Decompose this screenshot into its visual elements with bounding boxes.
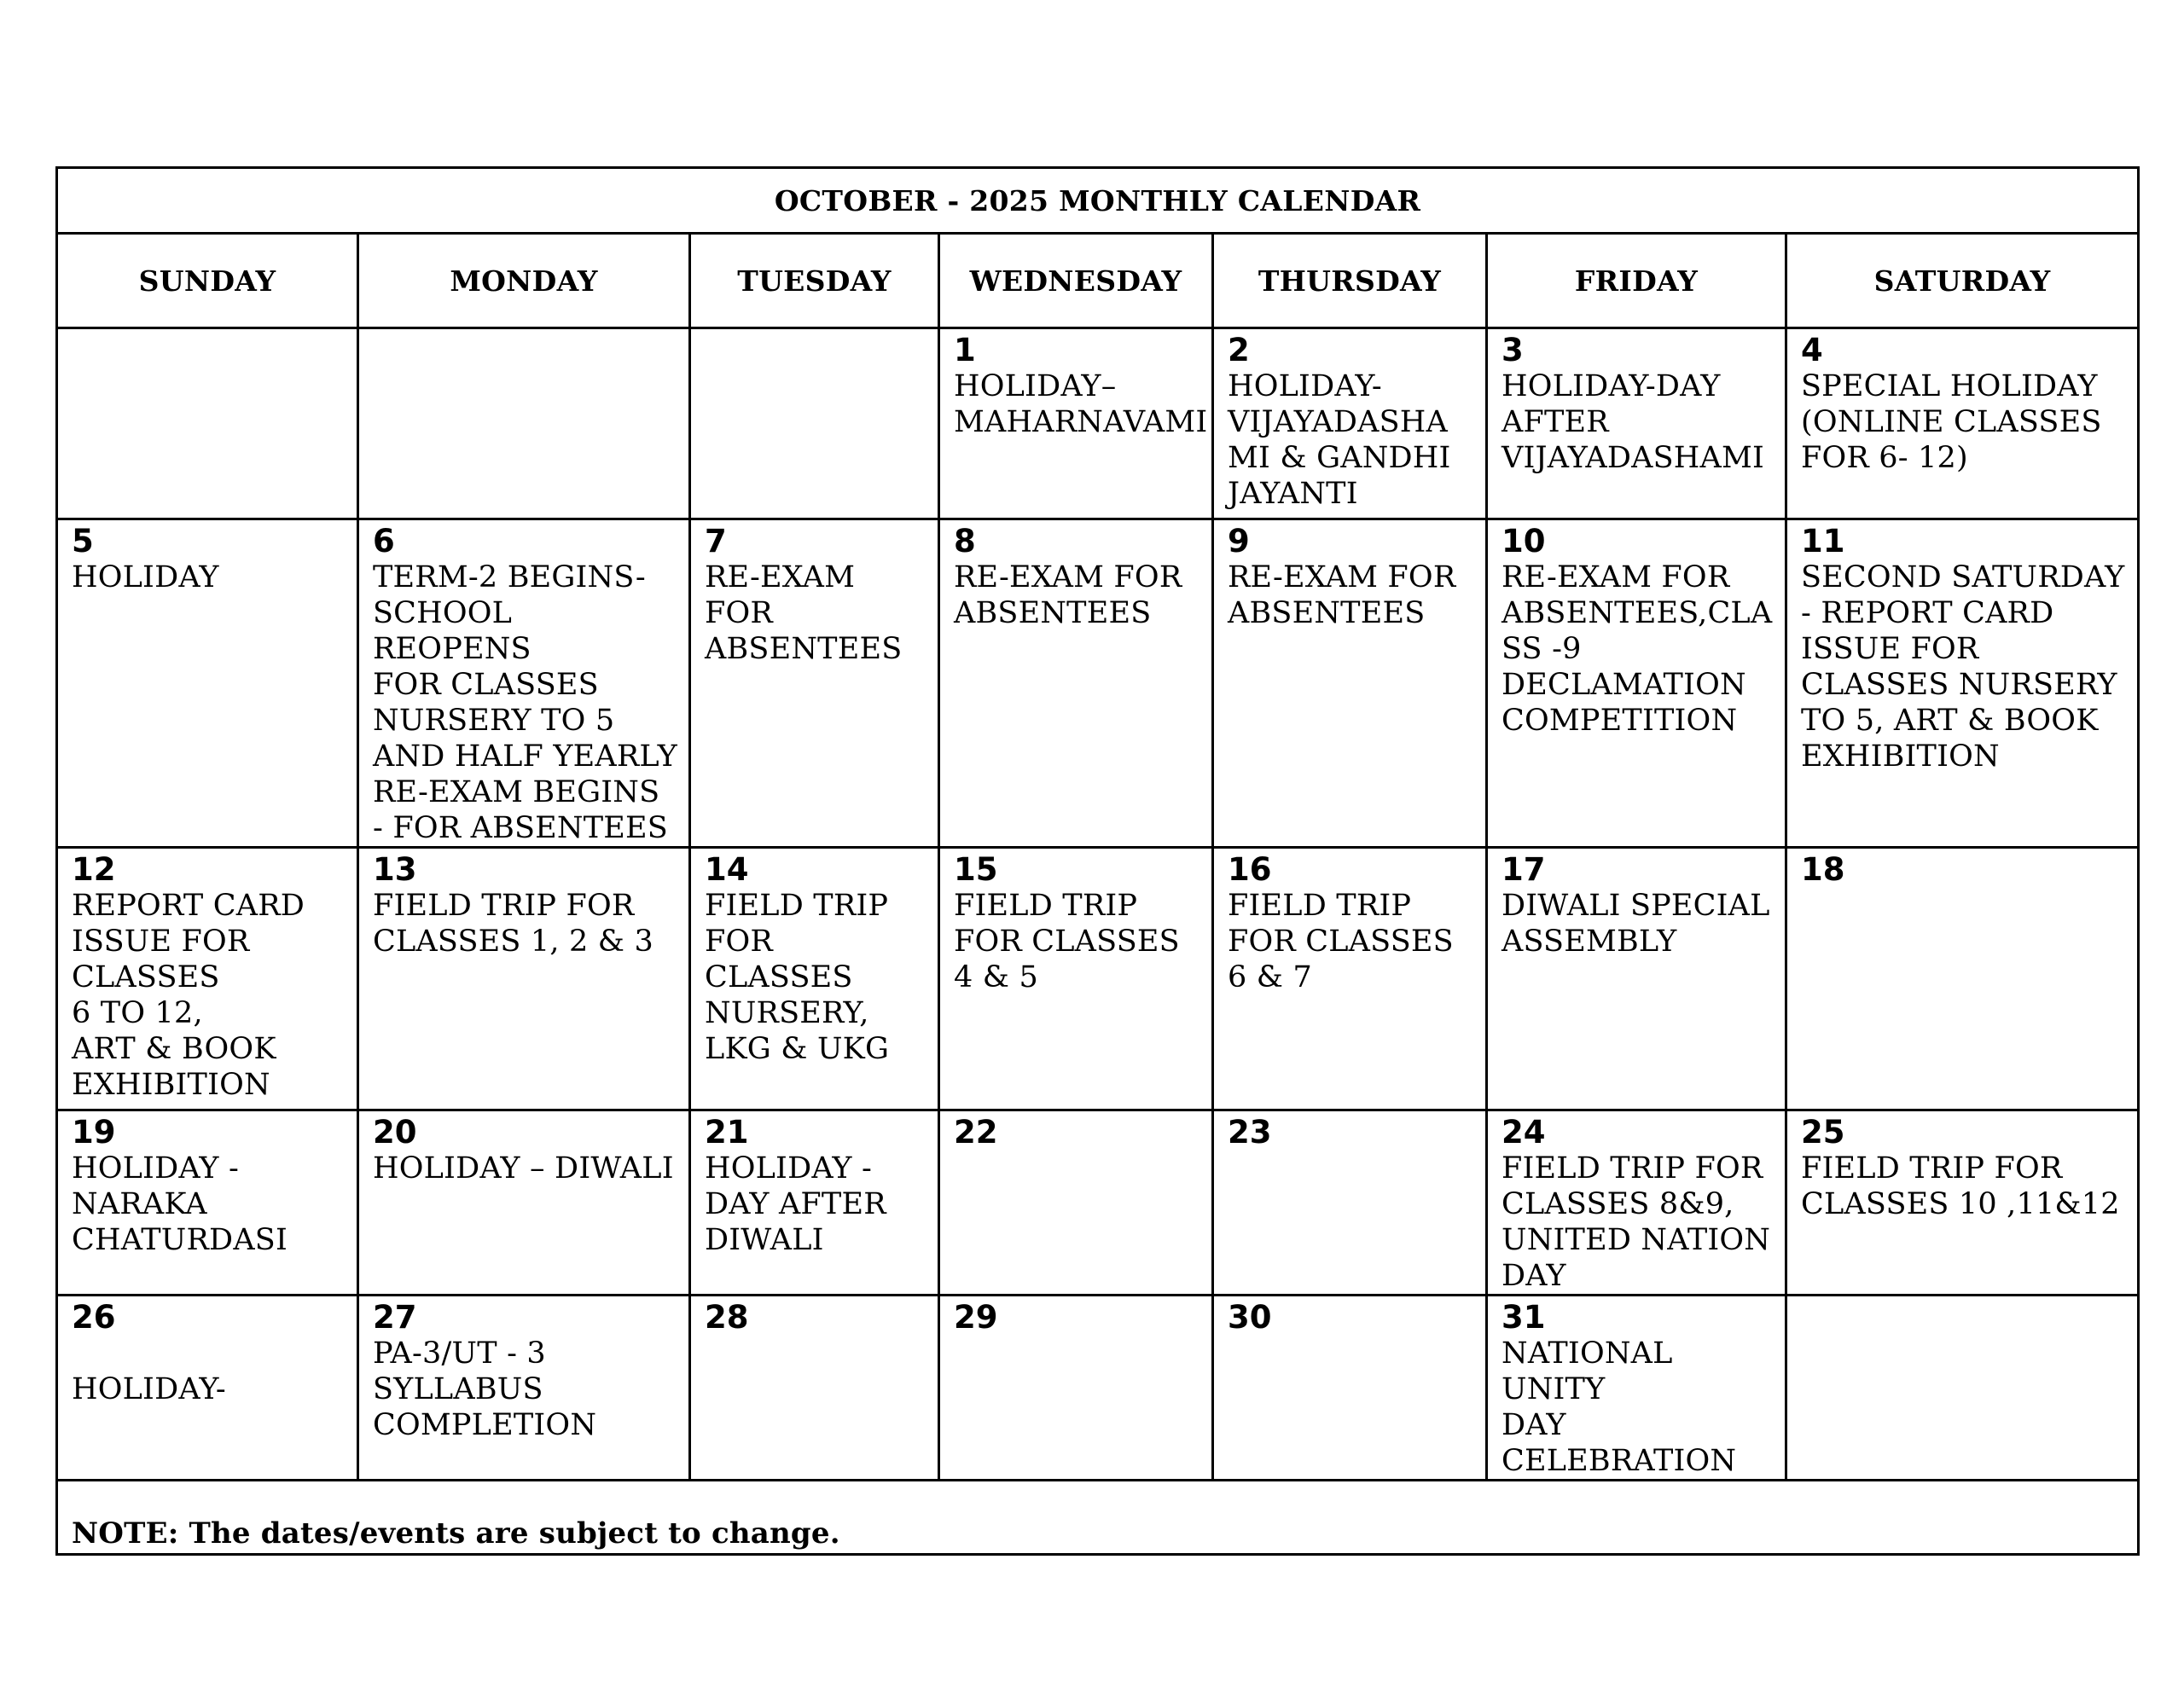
event-text: RE-EXAM FOR ABSENTEES (705, 560, 903, 666)
event-text: HOLIDAY – DIWALI (373, 1151, 674, 1186)
event-text: DIWALI SPECIAL ASSEMBLY (1502, 889, 1770, 959)
weekday-saturday: SATURDAY (1786, 234, 2139, 328)
day-cell-22 (939, 1110, 1213, 1296)
date-number: 26 (72, 1299, 116, 1336)
date-number: 2 (1228, 332, 1250, 368)
day-cell-4 (1786, 328, 2139, 519)
date-number: 25 (1801, 1114, 1845, 1151)
date-number: 21 (705, 1114, 749, 1151)
date-number: 20 (373, 1114, 417, 1151)
day-cell-24 (1487, 1110, 1786, 1296)
date-number: 30 (1228, 1299, 1272, 1336)
event-text: HOLIDAY - NARAKA CHATURDASI (72, 1151, 288, 1257)
date-number: 7 (705, 523, 727, 559)
event-text: FIELD TRIP FOR CLASSES 8&9, UNITED NATION DAY (1502, 1151, 1771, 1293)
day-cell-9 (1213, 519, 1487, 848)
event-text: REPORT CARD ISSUE FOR CLASSES 6 TO 12, ART & BOOK EXHIBITION (72, 889, 305, 1102)
calendar-title: OCTOBER - 2025 MONTHLY CALENDAR (57, 168, 2139, 234)
weekday-friday: FRIDAY (1487, 234, 1786, 328)
week-row-3 (57, 848, 2139, 1110)
date-number: 3 (1502, 332, 1524, 368)
event-text: HOLIDAY- VIJAYADASHA MI & GANDHI JAYANTI (1228, 369, 1451, 511)
date-number: 13 (373, 851, 417, 888)
day-cell-17 (1487, 848, 1786, 1110)
day-cell-3 (1487, 328, 1786, 519)
event-text: SPECIAL HOLIDAY (ONLINE CLASSES FOR 6- 12) (1801, 369, 2102, 475)
day-cell-26 (57, 1296, 358, 1481)
monthly-calendar-table (55, 166, 2140, 1556)
event-text: FIELD TRIP FOR CLASSES NURSERY, LKG & UKG (705, 889, 890, 1066)
date-number: 23 (1228, 1114, 1272, 1151)
event-text: RE-EXAM FOR ABSENTEES (1228, 560, 1456, 630)
day-cell-28 (690, 1296, 939, 1481)
empty-day-cell (57, 328, 358, 519)
event-text: HOLIDAY (72, 560, 219, 594)
event-text: HOLIDAY - DAY AFTER DIWALI (705, 1151, 886, 1257)
date-number: 31 (1502, 1299, 1546, 1336)
date-number: 5 (72, 523, 94, 559)
day-cell-25 (1786, 1110, 2139, 1296)
event-text: FIELD TRIP FOR CLASSES 6 & 7 (1228, 889, 1454, 994)
day-cell-31 (1487, 1296, 1786, 1481)
date-number: 6 (373, 523, 395, 559)
weekday-sunday: SUNDAY (57, 234, 358, 328)
day-cell-2 (1213, 328, 1487, 519)
date-number: 1 (954, 332, 976, 368)
day-cell-12 (57, 848, 358, 1110)
event-text: HOLIDAY– MAHARNAVAMI (954, 369, 1208, 439)
date-number: 16 (1228, 851, 1272, 888)
week-row-4 (57, 1110, 2139, 1296)
date-number: 29 (954, 1299, 998, 1336)
day-cell-14 (690, 848, 939, 1110)
day-cell-23 (1213, 1110, 1487, 1296)
weekday-tuesday: TUESDAY (690, 234, 939, 328)
weekday-thursday: THURSDAY (1213, 234, 1487, 328)
day-cell-29 (939, 1296, 1213, 1481)
date-number: 10 (1502, 523, 1546, 559)
event-text: NATIONAL UNITY DAY CELEBRATION (1502, 1336, 1737, 1478)
day-cell-5 (57, 519, 358, 848)
date-number: 15 (954, 851, 998, 888)
event-text: SECOND SATURDAY - REPORT CARD ISSUE FOR CLASSES NURSERY TO 5, ART & BOOK EXHIBITION (1801, 560, 2125, 774)
date-number: 22 (954, 1114, 998, 1151)
empty-day-cell (690, 328, 939, 519)
date-number: 11 (1801, 523, 1845, 559)
empty-day-cell (1786, 1296, 2139, 1481)
day-cell-8 (939, 519, 1213, 848)
weekday-wednesday: WEDNESDAY (939, 234, 1213, 328)
weekday-monday: MONDAY (358, 234, 690, 328)
week-row-1 (57, 328, 2139, 519)
event-text: FIELD TRIP FOR CLASSES 10 ,11&12 (1801, 1151, 2120, 1221)
calendar-note: NOTE: The dates/events are subject to change. (57, 1481, 2139, 1555)
day-cell-7 (690, 519, 939, 848)
day-cell-15 (939, 848, 1213, 1110)
day-cell-11 (1786, 519, 2139, 848)
week-row-5 (57, 1296, 2139, 1481)
day-cell-19 (57, 1110, 358, 1296)
day-cell-27 (358, 1296, 690, 1481)
event-text: RE-EXAM FOR ABSENTEES,CLA SS -9 DECLAMATION COMPETITION (1502, 560, 1773, 738)
day-cell-13 (358, 848, 690, 1110)
weekday-header-row (57, 234, 2139, 328)
date-number: 28 (705, 1299, 749, 1336)
date-number: 18 (1801, 851, 1845, 888)
event-text: HOLIDAY- (72, 1372, 226, 1406)
day-cell-30 (1213, 1296, 1487, 1481)
event-text: RE-EXAM FOR ABSENTEES (954, 560, 1182, 630)
day-cell-6 (358, 519, 690, 848)
event-text: FIELD TRIP FOR CLASSES 1, 2 & 3 (373, 889, 653, 959)
day-cell-10 (1487, 519, 1786, 848)
event-text: TERM-2 BEGINS- SCHOOL REOPENS FOR CLASSES NURSERY TO 5 AND HALF YEARLY RE-EXAM BEGINS - FOR ABSENTEES (373, 560, 677, 845)
day-cell-1 (939, 328, 1213, 519)
event-text: PA-3/UT - 3 SYLLABUS COMPLETION (373, 1336, 597, 1442)
date-number: 8 (954, 523, 976, 559)
week-row-2 (57, 519, 2139, 848)
date-number: 24 (1502, 1114, 1546, 1151)
date-number: 27 (373, 1299, 417, 1336)
day-cell-16 (1213, 848, 1487, 1110)
event-text: HOLIDAY-DAY AFTER VIJAYADASHAMI (1502, 369, 1765, 475)
date-number: 12 (72, 851, 116, 888)
event-text: FIELD TRIP FOR CLASSES 4 & 5 (954, 889, 1180, 994)
date-number: 19 (72, 1114, 116, 1151)
day-cell-18 (1786, 848, 2139, 1110)
date-number: 14 (705, 851, 749, 888)
date-number: 9 (1228, 523, 1250, 559)
date-number: 4 (1801, 332, 1823, 368)
day-cell-21 (690, 1110, 939, 1296)
day-cell-20 (358, 1110, 690, 1296)
date-number: 17 (1502, 851, 1546, 888)
empty-day-cell (358, 328, 690, 519)
